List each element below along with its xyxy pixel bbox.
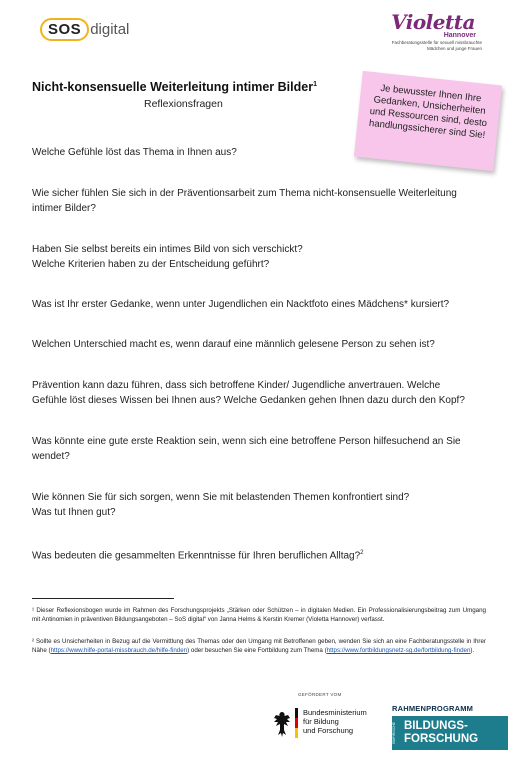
question-line-2: Gefühle löst dieses Wissen bei Ihnen aus? Welche Gedanken gehen Ihnen dazu durch den Kopf? <box>32 395 465 406</box>
question-item <box>32 297 492 312</box>
question-line-1: Wie können Sie für sich sorgen, wenn Sie mit belastenden Themen konfrontiert sind? <box>32 492 410 503</box>
page-title <box>32 80 317 94</box>
question-item <box>32 434 492 464</box>
violetta-logo-desc-2: Mädchen und junge Frauen <box>426 45 482 51</box>
federal-eagle-icon <box>272 708 292 742</box>
footnote-2-middle: ) oder besuchen Sie eine Fortbildung zum Thema ( <box>187 647 327 655</box>
question-item <box>32 186 492 216</box>
bmbf-line-3: und Forschung <box>303 726 354 735</box>
violetta-logo-city: Hannover <box>443 32 476 39</box>
question-line-1: Wie sicher fühlen Sie sich in der Präventionsarbeit zum Thema nicht-konsensuelle Weiterleitung <box>32 188 457 199</box>
program-title-line-2: FORSCHUNG <box>404 733 479 745</box>
title-footnote-marker: 1 <box>313 80 317 88</box>
question-line-1: Was könnte eine gute erste Reaktion sein, wenn sich eine betroffene Person hilfesuchend an Sie <box>32 436 461 447</box>
question-line-2: intimer Bilder? <box>32 203 96 214</box>
question-item <box>32 546 492 563</box>
training-network-link[interactable]: https://www.fortbildungsnetz-sg.de/fortbildung-finden <box>326 647 471 655</box>
sos-digital-logo <box>40 16 129 42</box>
funded-by-label: GEFÖRDERT VOM <box>298 692 342 697</box>
violetta-logo <box>378 12 488 62</box>
help-portal-link[interactable]: https://www.hilfe-portal-missbrauch.de/hilfe-finden <box>50 647 188 655</box>
page-subtitle: Reflexionsfragen <box>144 98 223 110</box>
footnote-divider <box>32 598 174 599</box>
question-line-2: Welche Kriterien haben zu der Entscheidung geführt? <box>32 259 270 270</box>
question-item <box>32 378 492 408</box>
sos-logo-suffix: digital <box>90 20 130 38</box>
violetta-logo-desc-1: Fachberatungsstelle für sexuell missbrauchte <box>391 40 482 45</box>
question-line-2: Was tut Ihnen gut? <box>32 507 116 518</box>
footnote-1: ¹ Dieser Reflexionsbogen wurde im Rahmen des Forschungsprojekts „Stärken oder Schützen – in digitalen Medien. Ein Professionalisierungsbeitrag zum Umgang mit Antinomien in präventiven Bildungsangeboten – SoS digital“ von Janna Helms & Kerstin Kremer (Violetta Hannover) verfasst. <box>32 607 486 624</box>
question-line-1: Was ist Ihr erster Gedanke, wenn unter Jugendlichen ein Nacktfoto eines Mädchens* kursiert? <box>32 299 450 310</box>
question-line-1: Welche Gefühle löst das Thema in Ihnen aus? <box>32 147 237 158</box>
program-title <box>402 720 478 746</box>
program-side-text: EMPIRISCHE <box>392 722 396 744</box>
question-item <box>32 145 492 160</box>
sticky-note: Je bewusster Ihnen Ihre Gedanken, Unsicherheiten und Ressourcen sind, desto handlungssicherer sind Sie! <box>354 71 502 171</box>
bmbf-text <box>303 708 367 735</box>
bmbf-logo <box>272 708 367 742</box>
question-item <box>32 242 492 272</box>
violetta-logo-name: Violetta <box>391 10 475 34</box>
program-badge <box>392 716 508 750</box>
footnote-2-end: ). <box>470 647 475 655</box>
bmbf-line-1: Bundesministerium <box>303 708 367 717</box>
question-item <box>32 337 492 352</box>
question-line-2: wendet? <box>32 451 70 462</box>
footnote-2-text: ² Sollte es Unsicherheiten in Bezug auf die Vermittlung des Themas oder den Umgang mit Betroffenen geben, wenden Sie sich an eine Fachberatungsstelle in Ihrer Nähe ( <box>32 638 486 655</box>
german-flag-bars <box>295 708 298 738</box>
question-line-1 <box>32 546 492 563</box>
question-line-1: Haben Sie selbst bereits ein intimes Bild von sich verschickt? <box>32 244 303 255</box>
question-item <box>32 490 492 520</box>
program-title-line-1: BILDUNGS- <box>404 720 468 732</box>
program-logo <box>392 704 508 750</box>
question-line-1: Welchen Unterschied macht es, wenn darauf eine männlich gelesene Person zu sehen ist? <box>32 339 435 350</box>
question-line-1: Prävention kann dazu führen, dass sich betroffene Kinder/ Jugendliche anvertrauen. Welche <box>32 380 441 391</box>
sos-logo-pill: SOS <box>40 18 89 41</box>
program-label: RAHMENPROGRAMM <box>392 704 474 713</box>
question-text: Was bedeuten die gesammelten Erkenntnisse für Ihren beruflichen Alltag? <box>32 550 361 562</box>
question-footnote-marker: 2 <box>360 550 364 556</box>
page-title-text: Nicht-konsensuelle Weiterleitung intimer Bilder <box>32 80 314 94</box>
bmbf-line-2: für Bildung <box>303 717 339 726</box>
footnote-2 <box>32 637 486 656</box>
